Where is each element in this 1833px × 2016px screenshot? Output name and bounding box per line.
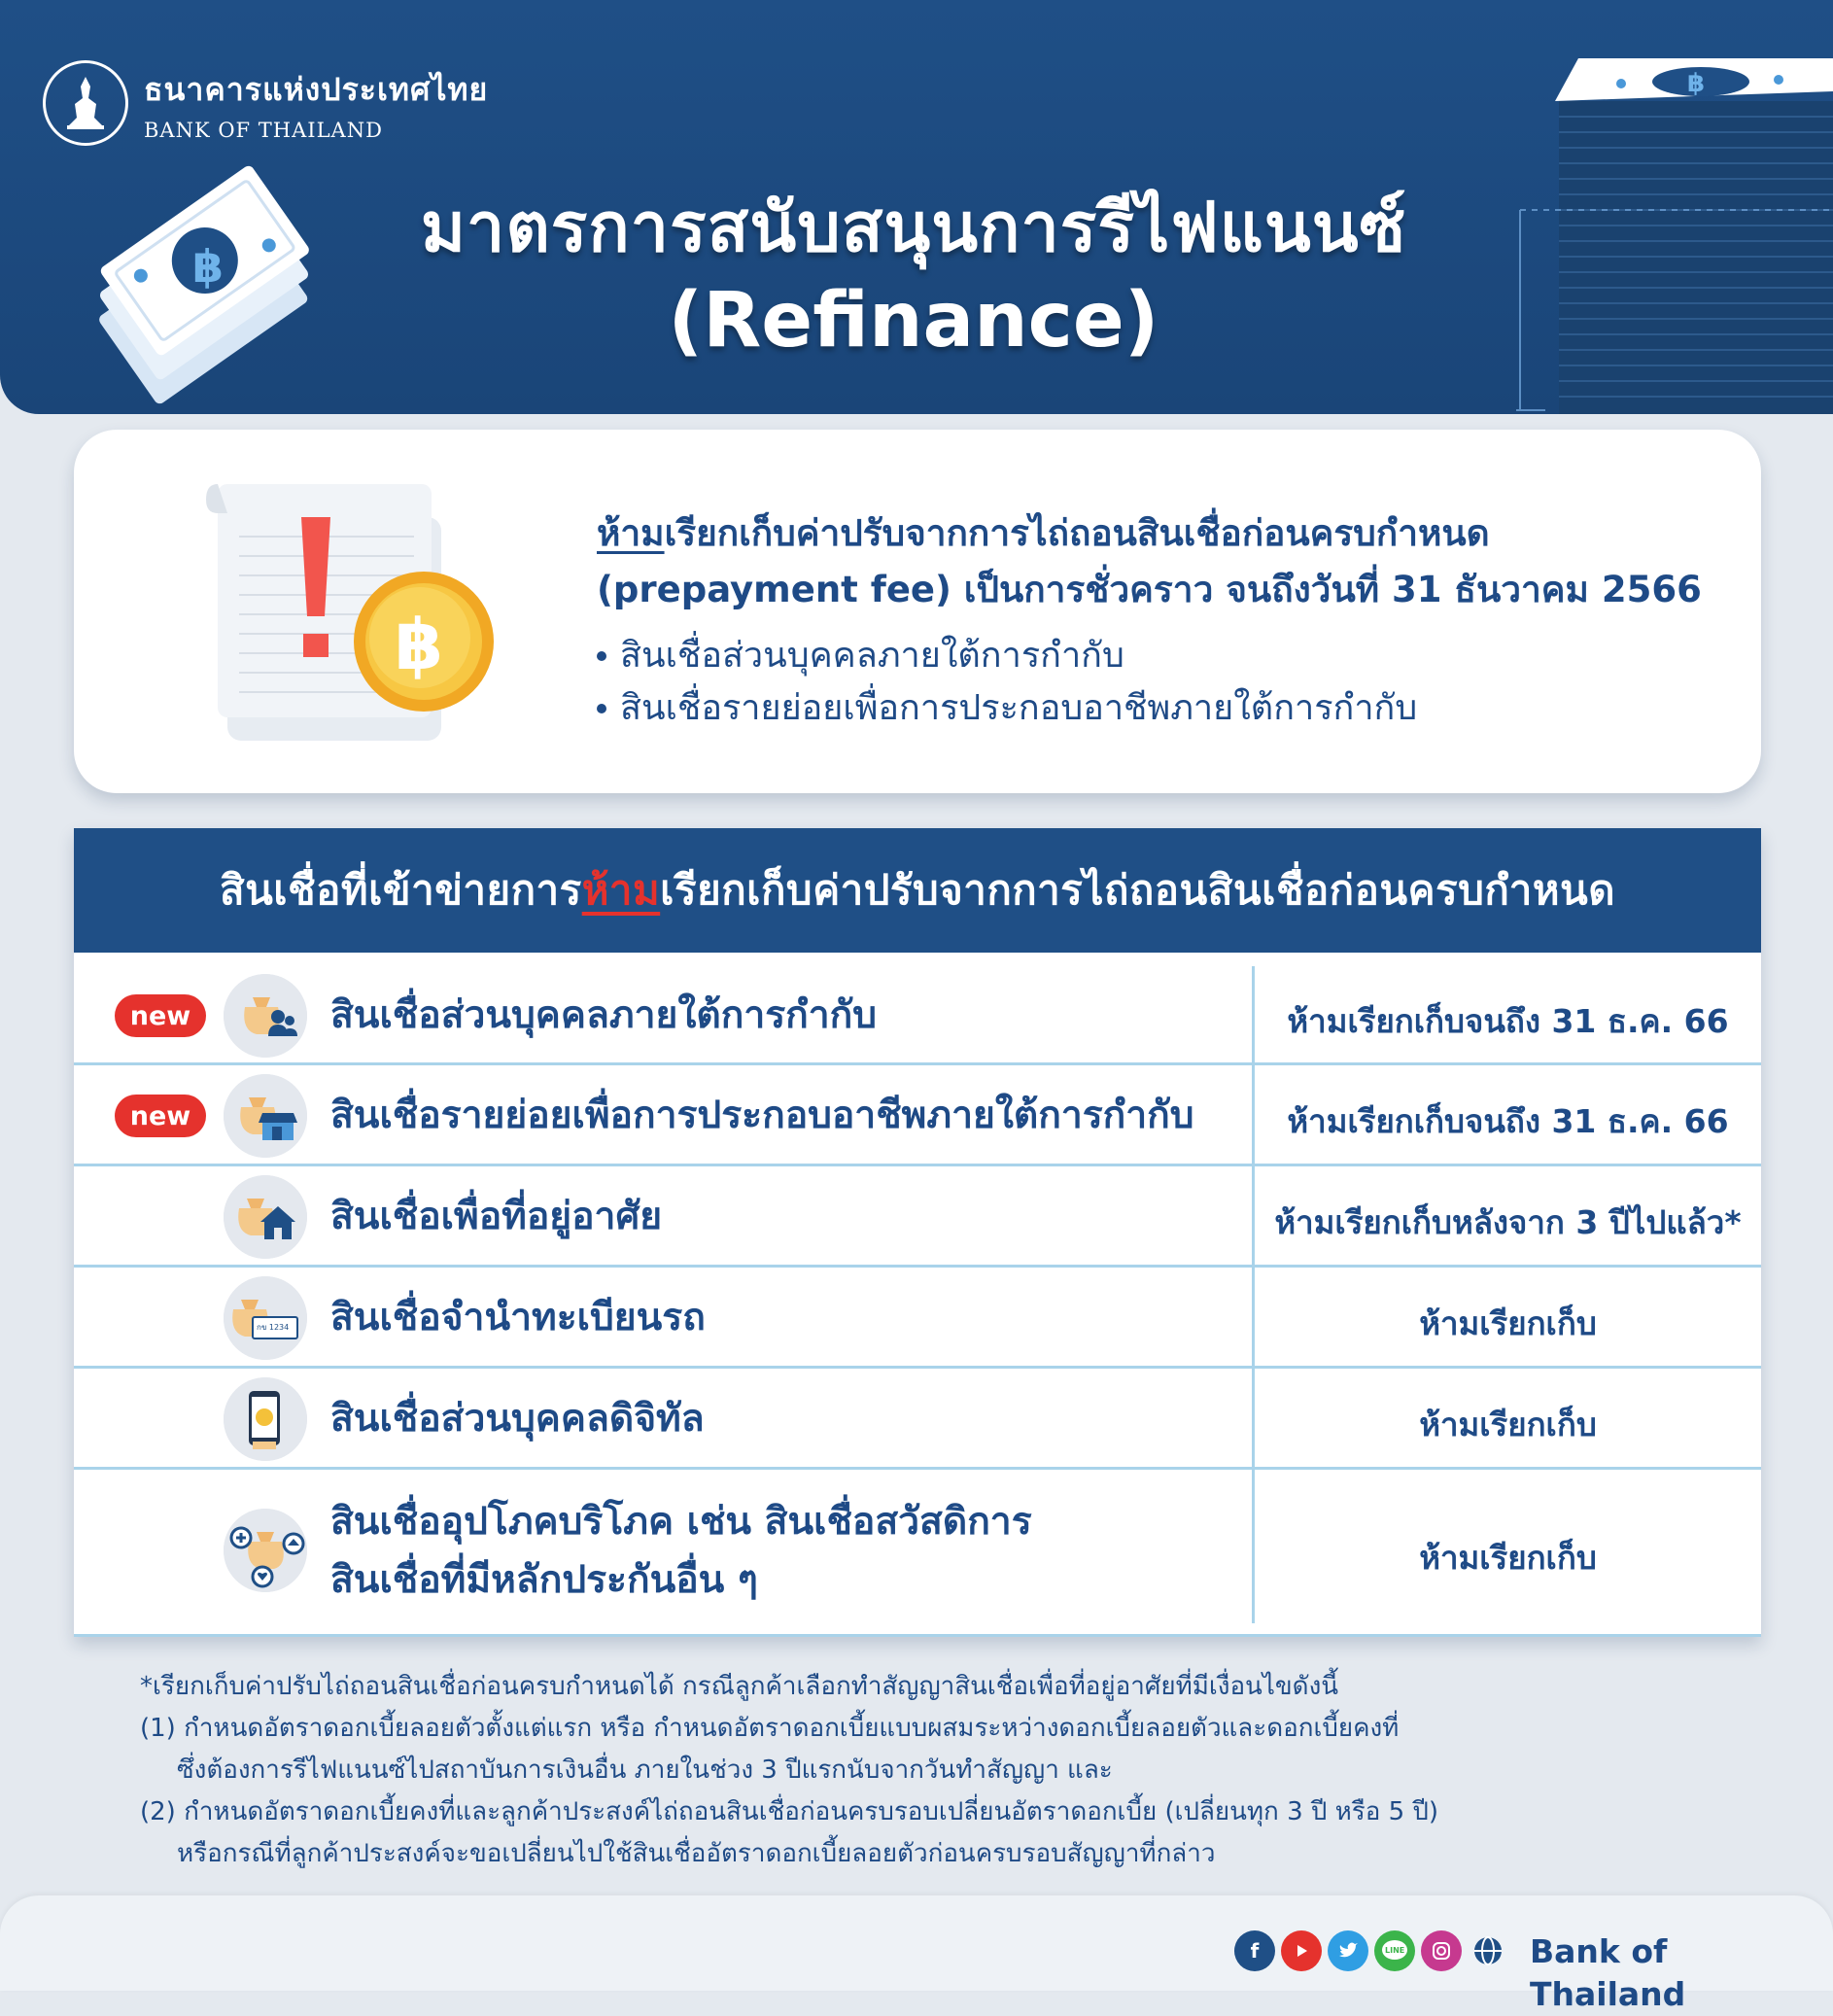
header-banner	[0, 0, 1833, 414]
coin-baht-symbol: ฿	[395, 604, 444, 685]
logo-thai-name: ธนาคารแห่งประเทศไทย	[144, 70, 489, 108]
bot-emblem-icon	[43, 60, 128, 146]
instagram-icon[interactable]	[1421, 1930, 1462, 1971]
loan-type-label: สินเชื่อรายย่อยเพื่อการประกอบอาชีพภายใต้การกำกับ	[330, 1094, 1194, 1137]
baht-symbol-left: ฿	[192, 240, 225, 293]
bot-logo[interactable]	[43, 60, 488, 146]
loan-status: ห้ามเรียกเก็บจนถึง 31 ธ.ค. 66	[1287, 1102, 1729, 1140]
footer-brand: Bank of Thailand	[1530, 1932, 1686, 2013]
baht-symbol-right: ฿	[1687, 69, 1706, 98]
table-row	[74, 1065, 1761, 1166]
title-english: (Refinance)	[668, 277, 1159, 365]
footer	[0, 1895, 1833, 2013]
footnote-line: (2) กำหนดอัตราดอกเบี้ยคงที่และลูกค้าประสงค์ไถ่ถอนสินเชื่อก่อนครบรอบเปลี่ยนอัตราดอกเบี้ย (เปลี่ยนทุก 3 ปี หรือ 5 ปี)	[140, 1797, 1439, 1826]
new-badge: new	[115, 994, 206, 1037]
table-header: สินเชื่อที่เข้าข่ายการ ห้าม เรียกเก็บค่าปรับจากการไถ่ถอนสินเชื่อก่อนครบกำหนด	[74, 828, 1761, 953]
loan-type-label: สินเชื่อส่วนบุคคลภายใต้การกำกับ	[330, 993, 878, 1037]
loan-status: ห้ามเรียกเก็บจนถึง 31 ธ.ค. 66	[1287, 1002, 1729, 1040]
money-bag-license-plate-icon	[224, 1276, 307, 1360]
table-row	[74, 1470, 1761, 1637]
page-title	[282, 183, 1545, 369]
footnote	[140, 1666, 1714, 1875]
money-stack-icon	[1516, 49, 1833, 414]
title-thai: มาตรการสนับสนุนการรีไฟแนนซ์	[420, 188, 1407, 267]
table-row	[74, 1166, 1761, 1268]
column-divider	[1252, 966, 1255, 1623]
website-icon[interactable]	[1468, 1930, 1508, 1971]
table-row	[74, 966, 1761, 1065]
footnote-line: (1) กำหนดอัตราดอกเบี้ยลอยตัวตั้งแต่แรก หรือ กำหนดอัตราดอกเบี้ยแบบผสมระหว่างดอกเบี้ยลอยตัวและดอกเบี้ยคงที่	[140, 1714, 1400, 1743]
prepayment-notice-card	[74, 430, 1761, 793]
loan-types-table	[74, 828, 1761, 1637]
loan-type-label: สินเชื่อจำนำทะเบียนรถ	[330, 1296, 706, 1339]
footnote-line: หรือกรณีที่ลูกค้าประสงค์จะขอเปลี่ยนไปใช้สินเชื่ออัตราดอกเบี้ยลอยตัวก่อนครบรอบสัญญาที่กล่าว	[177, 1839, 1216, 1868]
loan-status: ห้ามเรียกเก็บ	[1419, 1304, 1597, 1342]
footnote-line: ซึ่งต้องการรีไฟแนนซ์ไปสถาบันการเงินอื่น ภายในช่วง 3 ปีแรกนับจากวันทำสัญญา และ	[177, 1755, 1113, 1785]
facebook-icon[interactable]: f	[1234, 1930, 1275, 1971]
loan-type-label: สินเชื่ออุปโภคบริโภค เช่น สินเชื่อสวัสดิการ สินเชื่อที่มีหลักประกันอื่น ๆ	[330, 1500, 1032, 1602]
table-header-highlight: ห้าม	[581, 866, 661, 914]
bullet-icon	[597, 704, 606, 713]
money-bag-people-icon	[224, 974, 307, 1058]
notice-heading-rest: เรียกเก็บค่าปรับจากการไถ่ถอนสินเชื่อก่อนครบกำหนด	[664, 512, 1490, 554]
money-bag-shop-icon	[224, 1074, 307, 1158]
bullet-icon	[597, 651, 606, 661]
notice-heading-line2: (prepayment fee) เป็นการชั่วคราว จนถึงวันที่ 31 ธันวาคม 2566	[597, 569, 1702, 610]
table-row	[74, 1268, 1761, 1369]
loan-status: ห้ามเรียกเก็บ	[1419, 1539, 1597, 1577]
list-item: สินเชื่อส่วนบุคคลภายใต้การกำกับ	[597, 630, 1714, 682]
table-row	[74, 1369, 1761, 1470]
line-icon-text: LINE	[1385, 1946, 1405, 1955]
warning-document-coin-icon	[200, 478, 511, 750]
new-badge: new	[115, 1095, 206, 1137]
smartphone-coin-icon	[224, 1377, 307, 1461]
notice-heading	[597, 505, 1714, 562]
logo-english-name: BANK OF THAILAND	[144, 118, 383, 142]
loan-status: ห้ามเรียกเก็บหลังจาก 3 ปีไปแล้ว*	[1274, 1203, 1742, 1241]
money-bag-house-icon	[224, 1175, 307, 1259]
loan-type-label: สินเชื่อส่วนบุคคลดิจิทัล	[330, 1397, 705, 1441]
loan-type-label: สินเชื่อเพื่อที่อยู่อาศัย	[330, 1195, 663, 1238]
notice-heading-underlined: ห้าม	[597, 512, 665, 554]
line-icon[interactable]	[1374, 1930, 1415, 1971]
list-item: สินเชื่อรายย่อยเพื่อการประกอบอาชีพภายใต้การกำกับ	[597, 682, 1714, 735]
money-bag-welfare-icon	[224, 1509, 307, 1592]
notice-list	[597, 630, 1714, 735]
license-plate-text: กข 1234	[257, 1323, 290, 1332]
footnote-line: *เรียกเก็บค่าปรับไถ่ถอนสินเชื่อก่อนครบกำหนดได้ กรณีลูกค้าเลือกทำสัญญาสินเชื่อเพื่อที่อยู่อาศัยที่มีเงื่อนไขดังนี้	[140, 1672, 1339, 1701]
twitter-icon[interactable]	[1328, 1930, 1368, 1971]
youtube-icon[interactable]	[1281, 1930, 1322, 1971]
social-links	[1234, 1930, 1514, 1971]
loan-status: ห้ามเรียกเก็บ	[1419, 1406, 1597, 1443]
